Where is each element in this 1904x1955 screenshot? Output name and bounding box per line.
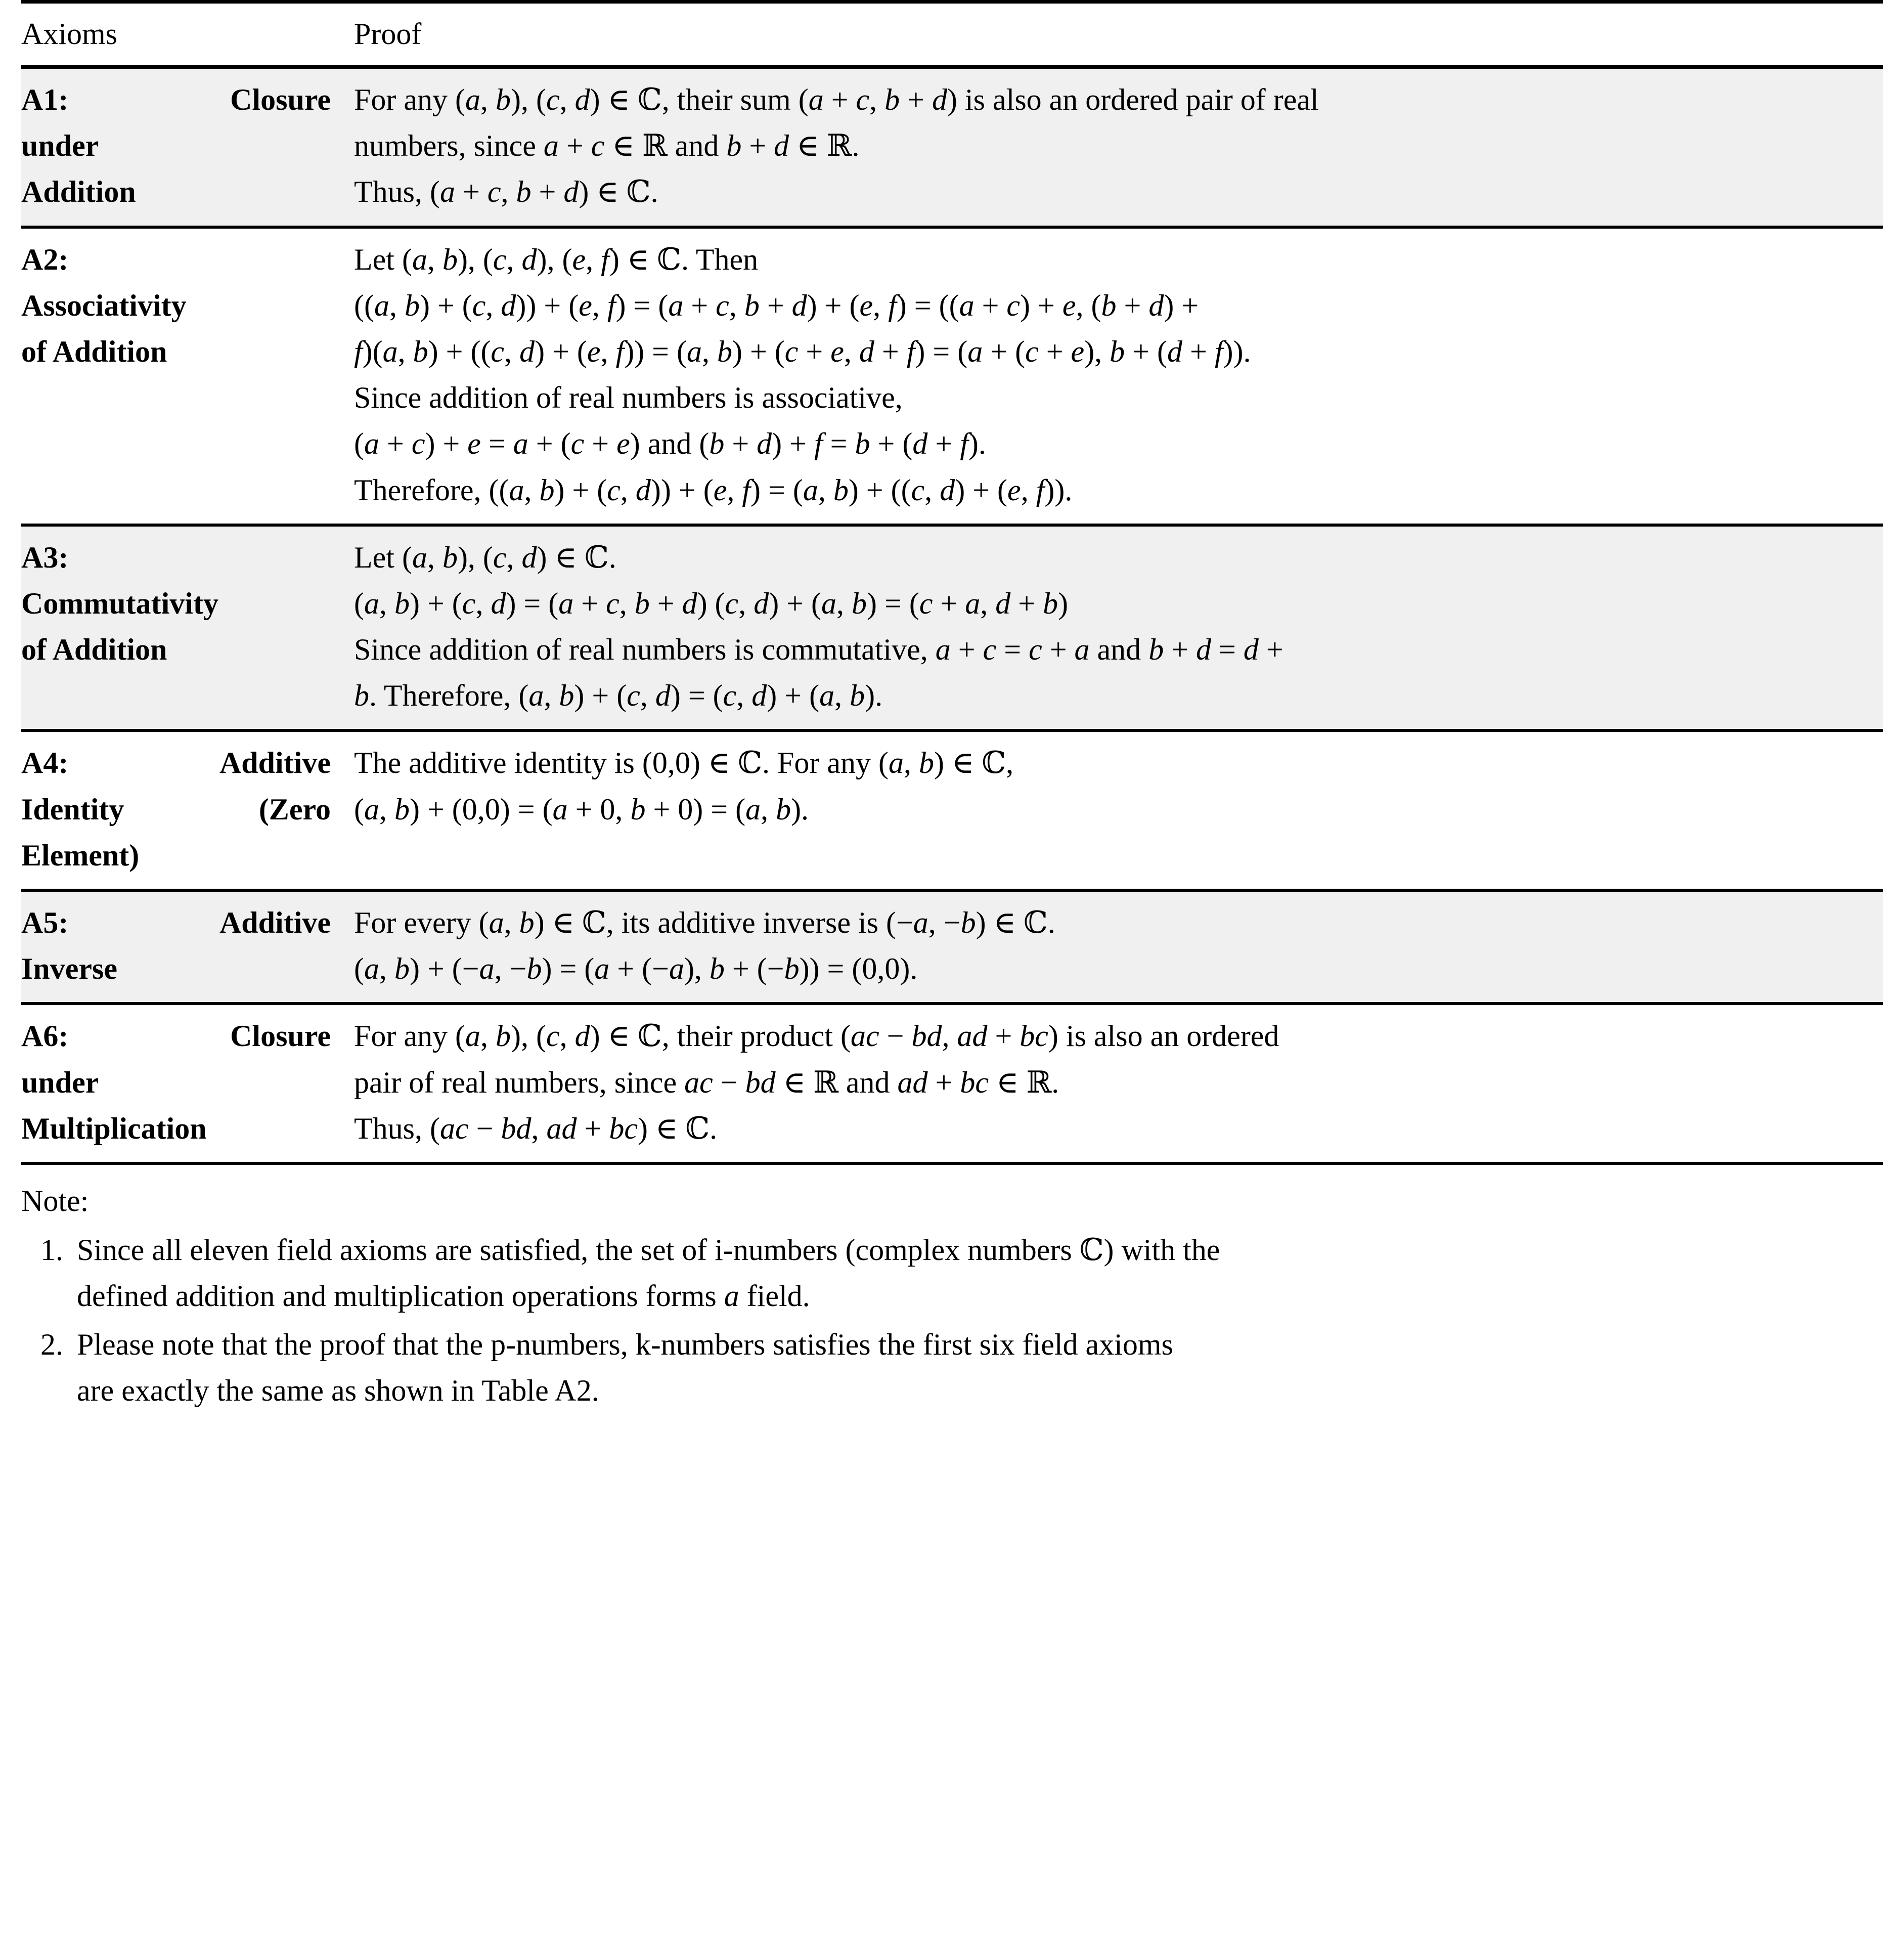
proof-line: b. Therefore, (a, b) + (c, d) = (c, d) + (a, b).	[354, 679, 883, 713]
note-block	[21, 1165, 1883, 1414]
note-item	[40, 1322, 1883, 1414]
axiom-label-line: A2:	[21, 242, 69, 276]
table-head	[21, 2, 1883, 67]
proof-line: (a + c) + e = a + (c + e) and (b + d) + f = b + (d + f).	[354, 427, 986, 461]
axiom-cell-a2	[21, 227, 345, 525]
proof-cell-a2	[345, 227, 1883, 525]
note-item	[40, 1227, 1883, 1319]
proof-line: Let (a, b), (c, d), (e, f) ∈ ℂ. Then	[354, 242, 759, 276]
axiom-label-line: Commutativity	[21, 586, 218, 620]
proof-line: numbers, since a + c ∈ ℝ and b + d ∈ ℝ.	[354, 129, 860, 163]
proof-line: For every (a, b) ∈ ℂ, its additive inverse is (−a, −b) ∈ ℂ.	[354, 906, 1055, 939]
axiom-label-line: under	[21, 129, 99, 163]
proof-line: Since addition of real numbers is associative,	[354, 381, 903, 415]
proof-line: (a, b) + (c, d) = (a + c, b + d) (c, d) + (a, b) = (c + a, d + b)	[354, 586, 1069, 620]
note-line: defined addition and multiplication operations forms a field.	[77, 1279, 810, 1313]
table-row	[21, 525, 1883, 731]
proof-line: For any (a, b), (c, d) ∈ ℂ, their sum (a + c, b + d) is also an ordered pair of real	[354, 83, 1319, 116]
axiom-word: (Zero	[258, 792, 331, 826]
axiom-label-line: Multiplication	[21, 1111, 207, 1145]
proof-line: (a, b) + (0,0) = (a + 0, b + 0) = (a, b).	[354, 792, 809, 826]
proof-line: The additive identity is (0,0) ∈ ℂ. For any (a, b) ∈ ℂ,	[354, 746, 1014, 780]
column-header-axioms: Axioms	[21, 2, 345, 67]
note-list	[21, 1227, 1883, 1414]
proof-cell-a4	[345, 730, 1883, 890]
proof-cell-a6	[345, 1004, 1883, 1163]
axiom-label-line: of Addition	[21, 334, 167, 368]
axiom-cell-a5	[21, 890, 345, 1004]
proof-line: Therefore, ((a, b) + (c, d)) + (e, f) = (a, b) + ((c, d) + (e, f)).	[354, 473, 1073, 507]
axiom-word: A5:	[21, 906, 69, 939]
axiom-label-line: Associativity	[21, 288, 187, 322]
proof-line: f)(a, b) + ((c, d) + (e, f)) = (a, b) + (c + e, d + f) = (a + (c + e), b + (d + f)).	[354, 334, 1251, 368]
axiom-label-line	[21, 787, 331, 833]
proof-line: (a, b) + (−a, −b) = (a + (−a), b + (−b)) = (0,0).	[354, 952, 918, 986]
table-row	[21, 67, 1883, 227]
axiom-label-line	[21, 1013, 331, 1059]
column-header-proof: Proof	[345, 2, 1883, 67]
axiom-label-line	[21, 77, 331, 123]
axiom-word: Additive	[219, 746, 331, 780]
proof-line: Let (a, b), (c, d) ∈ ℂ.	[354, 540, 616, 574]
table-body	[21, 67, 1883, 1163]
proof-cell-a3	[345, 525, 1883, 731]
proof-line: Thus, (ac − bd, ad + bc) ∈ ℂ.	[354, 1111, 718, 1145]
axiom-label-line: Addition	[21, 175, 136, 209]
proof-cell-a1	[345, 67, 1883, 227]
axiom-word: Closure	[230, 1019, 331, 1053]
axiom-label-line: under	[21, 1065, 99, 1099]
axiom-word: Additive	[219, 906, 331, 939]
proof-line: ((a, b) + (c, d)) + (e, f) = (a + c, b + d) + (e, f) = ((a + c) + e, (b + d) +	[354, 288, 1199, 322]
axiom-label-line	[21, 900, 331, 946]
note-line: Since all eleven field axioms are satisfied, the set of i-numbers (complex numbers ℂ) with the	[77, 1233, 1220, 1267]
axiom-word: Identity	[21, 792, 124, 826]
axiom-word: A1:	[21, 83, 69, 116]
proof-line: Since addition of real numbers is commutative, a + c = c + a and b + d = d +	[354, 633, 1283, 667]
axiom-label-line: A3:	[21, 540, 69, 574]
proof-cell-a5	[345, 890, 1883, 1004]
axiom-cell-a3	[21, 525, 345, 731]
table-row	[21, 730, 1883, 890]
axiom-label-line	[21, 740, 331, 786]
table-row	[21, 1004, 1883, 1163]
header-row	[21, 2, 1883, 67]
proof-line: pair of real numbers, since ac − bd ∈ ℝ and ad + bc ∈ ℝ.	[354, 1065, 1059, 1099]
table-row	[21, 227, 1883, 525]
axiom-label-line: Element)	[21, 838, 140, 872]
axiom-word: A4:	[21, 746, 69, 780]
proof-line: Thus, (a + c, b + d) ∈ ℂ.	[354, 175, 658, 209]
note-line: Please note that the proof that the p-numbers, k-numbers satisfies the first six field axioms	[77, 1327, 1173, 1361]
axiom-label-line: of Addition	[21, 633, 167, 667]
axiom-cell-a6	[21, 1004, 345, 1163]
note-line: are exactly the same as shown in Table A2.	[77, 1373, 599, 1407]
axiom-cell-a1	[21, 67, 345, 227]
axioms-proof-table	[21, 0, 1883, 1165]
axiom-word: Closure	[230, 83, 331, 116]
note-title: Note:	[21, 1184, 89, 1218]
table-row	[21, 890, 1883, 1004]
axiom-cell-a4	[21, 730, 345, 890]
axiom-label-line: Inverse	[21, 952, 117, 986]
proof-line: For any (a, b), (c, d) ∈ ℂ, their product (ac − bd, ad + bc) is also an ordered	[354, 1019, 1279, 1053]
axiom-word: A6:	[21, 1019, 69, 1053]
